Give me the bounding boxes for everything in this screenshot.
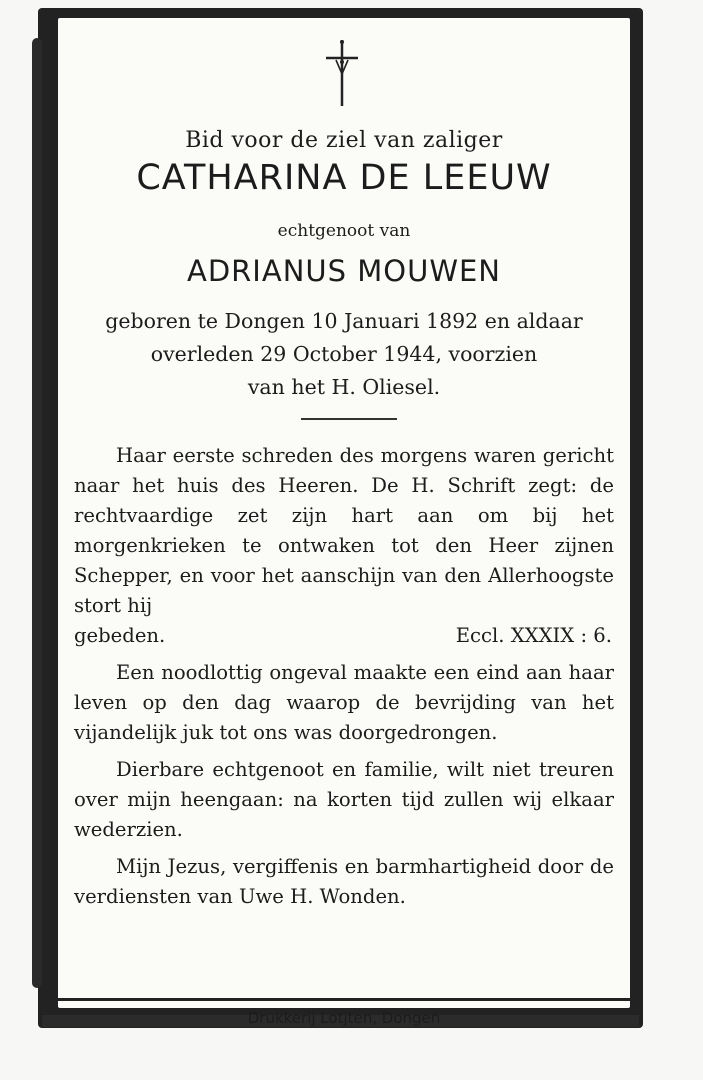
paragraph-scripture [74,441,614,621]
memorial-text [74,441,614,919]
memorial-card [58,18,630,1027]
crucifix-icon [322,38,362,108]
printer-imprint [58,998,630,1033]
sacrament-line: van het H. Oliesel. [247,375,441,399]
birth-line: geboren te Dongen 10 Januari 1892 en aldaar [105,309,583,333]
paragraph-farewell: Dierbare echtgenoot en familie, wilt niet treuren over mijn heengaan: na korten tijd zullen wij elkaar wederzien. [74,758,614,841]
paragraph-accident: Een noodlottig ongeval maakte een eind aan haar leven op den dag waarop de bevrijding van het vijandelijk juk tot ons was doorgedrongen. [74,661,614,744]
paragraph-prayer: Mijn Jezus, vergiffenis en barmhartigheid door de verdiensten van Uwe H. Wonden. [74,855,614,908]
prayer-line: Bid voor de ziel van zaliger [185,128,503,153]
death-line: overleden 29 October 1944, voorzien [150,342,538,366]
scripture-reference: Eccl. XXXIX : 6. [455,624,612,647]
scripture-text-end: gebeden. [74,624,166,647]
divider-rule [301,418,397,420]
relation-line: echtgenoot van [277,221,411,241]
printer-name: Drukkerij Lotjten, Dongen [247,1009,441,1027]
dates-block [58,305,630,404]
scripture-text: Haar eerste schreden des morgens waren gericht naar het huis des Heeren. De H. Schrift zegt: de rechtvaardige zet zijn hart aan om bij het morgenkrieken te ontwaken tot den Heer zijnen Schepper, en voor het aanschijn van den Allerhoogste stort hij [74,444,614,617]
card-content [58,18,630,988]
deceased-name: CATHARINA DE LEEUW [136,158,552,198]
scripture-reference-line [74,621,614,651]
spouse-name: ADRIANUS MOUWEN [186,254,502,288]
